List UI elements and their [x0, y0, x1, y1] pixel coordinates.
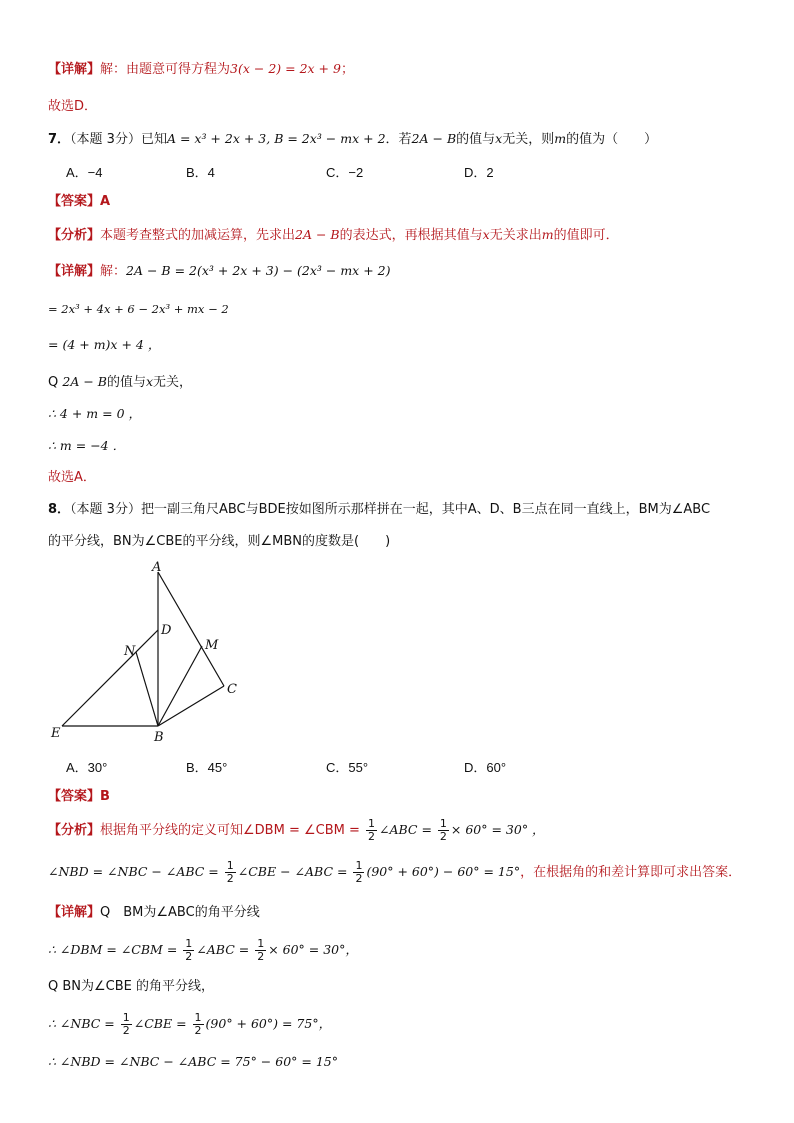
- question-8-line-2: 的平分线，BN为∠CBE的平分线，则∠MBN的度数是( ): [48, 534, 391, 549]
- triangle-figure: [44, 558, 264, 748]
- numerator: 1: [355, 859, 363, 872]
- q7-step-1: = 2x³ + 4x + 6 − 2x³ + mx − 2: [48, 302, 229, 316]
- question-tail: 无关，则: [502, 132, 555, 147]
- question-expr2: 2A − B: [411, 131, 457, 146]
- q8-detail-step-2: Q BN为∠CBE 的角平分线，: [48, 979, 215, 994]
- step-text: 无关，: [153, 375, 193, 390]
- nbd-text: ，在根据角的和差计算即可求出答案．: [520, 865, 742, 880]
- detail-end: ；: [340, 62, 354, 77]
- detail-prefix: 解：: [100, 264, 127, 279]
- numerator: 1: [226, 859, 234, 872]
- fraction-half: [438, 818, 449, 843]
- var-x: x: [495, 131, 503, 146]
- choose-text: 故选D．: [48, 99, 98, 114]
- label-e: E: [51, 726, 61, 741]
- nbd-math: (90° + 60°) − 60° = 15°: [366, 864, 521, 879]
- numerator: 1: [257, 937, 265, 950]
- numerator: 1: [185, 937, 193, 950]
- line-bn: [136, 652, 158, 726]
- fraction-half: [121, 1012, 132, 1037]
- line-bm: [158, 646, 202, 726]
- choose-text: 故选A．: [48, 470, 96, 485]
- analysis-var: x: [482, 227, 490, 242]
- q7-option-a: A．−4: [66, 165, 103, 180]
- analysis-var: m: [541, 227, 554, 242]
- q8-analysis-line: [48, 818, 545, 843]
- question-7: [48, 130, 657, 149]
- detail-text: Q BM为∠ABC的角平分线: [100, 905, 260, 920]
- line-cb: [158, 686, 224, 726]
- fraction-half: [353, 860, 364, 885]
- analysis-math: ∠ABC =: [379, 822, 436, 837]
- var-m: m: [554, 131, 567, 146]
- question-expr: A = x³ + 2x + 3, B = 2x³ − mx + 2: [166, 131, 386, 146]
- numerator: 1: [439, 817, 447, 830]
- q8-option-d: D．60°: [464, 760, 507, 775]
- q7-option-b: B．4: [186, 165, 215, 180]
- numerator: 1: [194, 1011, 202, 1024]
- q8-detail-line: [48, 904, 260, 922]
- step-expr: 2A − B: [62, 374, 107, 389]
- fraction-half: [225, 860, 236, 885]
- denominator: 2: [194, 1024, 202, 1037]
- detail-tag: 【详解】: [48, 264, 101, 279]
- label-a: A: [152, 560, 162, 575]
- detail-math: ∴ ∠DBM = ∠CBM =: [48, 942, 182, 957]
- question-tail: 的值为（ ）: [566, 132, 658, 147]
- label-c: C: [227, 682, 237, 697]
- q7-option-c: C．−2: [326, 165, 364, 180]
- question-head: （本题 3分）已知: [70, 132, 167, 147]
- q7-option-d: D．2: [464, 165, 494, 180]
- q8-detail-step-3: [48, 1012, 331, 1037]
- q7-detail-line: [48, 262, 390, 281]
- question-mid: ．若: [385, 132, 412, 147]
- q7-analysis-line: [48, 226, 619, 245]
- detail-math: (90° + 60°) = 75°，: [205, 1016, 332, 1031]
- q8-detail-step-1: [48, 938, 358, 963]
- detail-math: ∠ABC =: [196, 942, 254, 957]
- analysis-text: 的表达式，再根据其值与: [339, 228, 483, 243]
- answer-value: A: [100, 194, 111, 209]
- q8-option-b: B．45°: [186, 760, 228, 775]
- question-8-line-1: [48, 501, 710, 519]
- question-tail: 的值与: [456, 132, 496, 147]
- q7-step-5: ∴ m = −4 ．: [48, 438, 126, 453]
- question-text: （本题 3分）把一副三角尺ABC与BDE按如图所示那样拼在一起，其中A、D、B三点在同一直线上，BM为∠ABC: [70, 502, 711, 517]
- step-text: 的值与: [106, 375, 146, 390]
- fraction-half: [366, 818, 377, 843]
- analysis-tag: 【分析】: [48, 228, 101, 243]
- label-d: D: [161, 623, 172, 638]
- analysis-text: 的值即可．: [553, 228, 619, 243]
- q8-detail-step-4: ∴ ∠NBD = ∠NBC − ∠ABC = 75° − 60° = 15°: [48, 1054, 338, 1069]
- q7-step-4: ∴ 4 + m = 0 ，: [48, 406, 141, 421]
- choose-line: [48, 98, 97, 116]
- fraction-half: [193, 1012, 204, 1037]
- detail-math: ∠CBE =: [133, 1016, 191, 1031]
- q7-step-2: = (4 + m)x + 4 ，: [48, 337, 161, 352]
- since-symbol: Q: [48, 375, 59, 390]
- answer-tag: 【答案】: [48, 194, 101, 209]
- denominator: 2: [355, 872, 363, 885]
- detail-math: × 60° = 30°，: [268, 942, 358, 957]
- q8-option-c: C．55°: [326, 760, 369, 775]
- question-number: 7．: [48, 132, 71, 147]
- detail-text: 解：由题意可得方程为: [100, 62, 231, 77]
- label-n: N: [124, 644, 136, 659]
- q8-nbd-line: [48, 860, 741, 885]
- step-var: x: [145, 374, 154, 389]
- numerator: 1: [368, 817, 375, 830]
- detail-tag: 【详解】: [48, 905, 101, 920]
- label-m: M: [205, 638, 219, 653]
- answer-value: B: [100, 789, 110, 804]
- q7-choose: [48, 469, 96, 487]
- denominator: 2: [122, 1024, 130, 1037]
- q8-option-a: A．30°: [66, 760, 108, 775]
- detail-line: [48, 60, 354, 79]
- label-b: B: [154, 730, 164, 745]
- equation: 3(x − 2) = 2x + 9: [230, 61, 341, 76]
- q7-step-3: [48, 373, 192, 392]
- q8-answer-line: [48, 788, 110, 806]
- denominator: 2: [368, 830, 375, 843]
- denominator: 2: [257, 950, 265, 963]
- analysis-expr: 2A − B: [295, 227, 340, 242]
- numerator: 1: [122, 1011, 130, 1024]
- nbd-math: ∠CBE − ∠ABC =: [237, 864, 352, 879]
- analysis-text: 根据角平分线的定义可知∠DBM = ∠CBM =: [100, 823, 364, 838]
- q7-answer-line: [48, 193, 110, 211]
- nbd-math: ∠NBD = ∠NBC − ∠ABC =: [48, 864, 223, 879]
- denominator: 2: [226, 872, 234, 885]
- denominator: 2: [185, 950, 193, 963]
- question-number: 8．: [48, 502, 71, 517]
- fraction-half: [255, 938, 266, 963]
- fraction-half: [183, 938, 194, 963]
- answer-tag: 【答案】: [48, 789, 101, 804]
- analysis-tag: 【分析】: [48, 823, 101, 838]
- detail-tag: 【详解】: [48, 62, 101, 77]
- detail-equation: 2A − B = 2(x³ + 2x + 3) − (2x³ − mx + 2): [126, 263, 391, 278]
- denominator: 2: [439, 830, 447, 843]
- detail-math: ∴ ∠NBC =: [48, 1016, 119, 1031]
- analysis-text: 无关求出: [489, 228, 542, 243]
- analysis-math: × 60° = 30° ，: [450, 822, 545, 837]
- analysis-text: 本题考查整式的加减运算，先求出: [100, 228, 296, 243]
